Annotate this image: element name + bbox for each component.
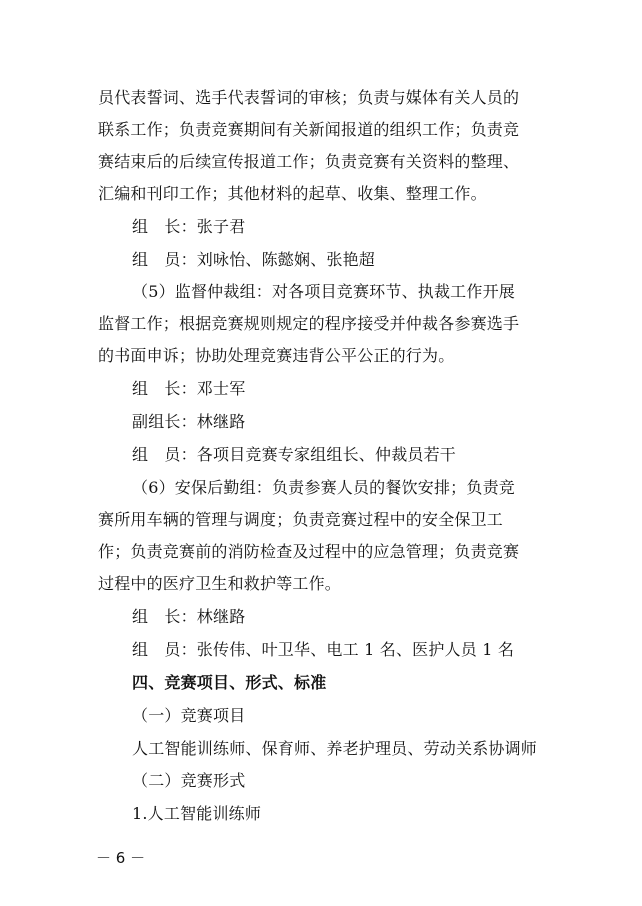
- logistics-members-line: 组 员：张传伟、叶卫华、电工 1 名、医护人员 1 名: [132, 640, 515, 659]
- page-number: － 6 －: [96, 849, 146, 867]
- logistics-group-heading: （6）安保后勤组：负责参赛人员的餐饮安排；负责竞: [132, 478, 515, 497]
- text-line-2: 联系工作；负责竞赛期间有关新闻报道的组织工作；负责竞: [98, 120, 520, 139]
- text-line-4: 汇编和刊印工作；其他材料的起草、收集、整理工作。: [98, 184, 487, 203]
- team-leader-line: 组 长：张子君: [132, 217, 246, 236]
- logistics-leader-line: 组 长：林继路: [132, 607, 246, 626]
- team-members-line: 组 员：刘咏怡、陈懿娴、张艳超: [132, 250, 376, 269]
- text-line-15: 作；负责竞赛前的消防检查及过程中的应急管理；负责竞赛: [98, 542, 520, 561]
- text-line-1: 员代表誓词、选手代表誓词的审核；负责与媒体有关人员的: [98, 88, 520, 107]
- item-ai-trainer-line: 1.人工智能训练师: [132, 804, 262, 823]
- supervision-deputy-line: 副组长：林继路: [132, 412, 246, 431]
- subsection-heading-two: （二）竞赛形式: [132, 771, 246, 790]
- text-line-16: 过程中的医疗卫生和救护等工作。: [98, 574, 342, 593]
- supervision-leader-line: 组 长：邓士军: [132, 379, 246, 398]
- section-heading-four: 四、竞赛项目、形式、标准: [132, 673, 327, 692]
- supervision-members-line: 组 员：各项目竞赛专家组组长、仲裁员若干: [132, 445, 457, 464]
- text-line-9: 的书面申诉；协助处理竞赛违背公平公正的行为。: [98, 346, 455, 365]
- text-line-8: 监督工作；根据竞赛规则规定的程序接受并仲裁各参赛选手: [98, 314, 520, 333]
- supervision-group-heading: （5）监督仲裁组：对各项目竞赛环节、执裁工作开展: [132, 282, 515, 301]
- subsection-heading-one: （一）竞赛项目: [132, 706, 246, 725]
- competition-items-line: 人工智能训练师、保育师、养老护理员、劳动关系协调师: [132, 739, 538, 758]
- text-line-3: 赛结束后的后续宣传报道工作；负责竞赛有关资料的整理、: [98, 152, 520, 171]
- text-line-14: 赛所用车辆的管理与调度；负责竞赛过程中的安全保卫工: [98, 510, 504, 529]
